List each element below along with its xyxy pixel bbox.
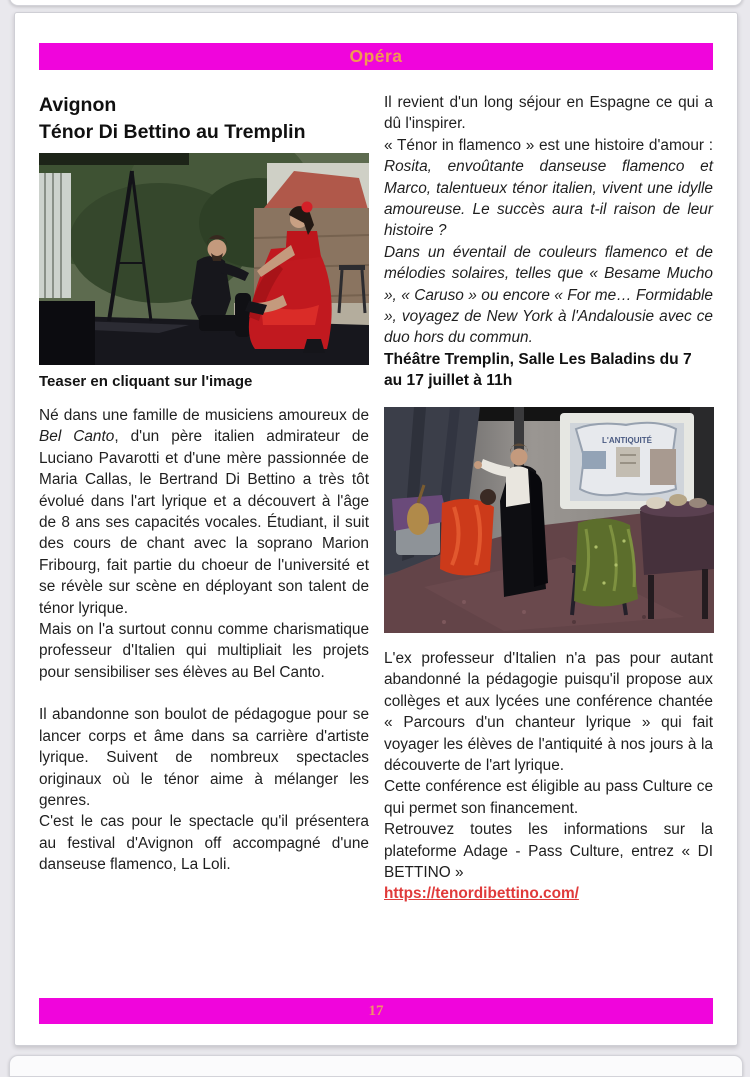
paragraph-show-story xyxy=(384,135,713,242)
photo-caption: Teaser en cliquant sur l'image xyxy=(39,373,253,390)
right-column xyxy=(384,92,713,903)
paragraph-festival: C'est le cas pour le spectacle qu'il présentera au festival d'Avignon off accompagné d'une danseuse flamenco, La Loli. xyxy=(39,813,369,874)
projection-screen xyxy=(560,413,694,509)
paragraph-professor: Mais on l'a surtout connu comme charismatique professeur d'Italien qui multipliait les projets pour sensibiliser ses élèves au Bel Canto. xyxy=(39,621,369,681)
article-title-line2: Ténor Di Bettino au Tremplin xyxy=(39,120,306,143)
teaser-stage-photo[interactable] xyxy=(39,153,369,365)
tenordibettino-link[interactable]: https://tenordibettino.com/ xyxy=(384,885,579,903)
chair-with-green-dress xyxy=(572,518,638,615)
paragraph-career: Il abandonne son boulot de pédagogue pour se lancer corps et âme dans sa carrière d'artiste lyrique. Suivent de nombreux spectacles originaux où le ténor aime à mélanger les genres. xyxy=(39,706,369,809)
paragraph-text: « Ténor in flamenco » est une histoire d'amour : xyxy=(384,136,713,154)
red-draped-figure xyxy=(440,489,496,576)
slide-title: L'ANTIQUITÉ xyxy=(602,435,652,445)
page-number: 17 xyxy=(368,1002,384,1019)
article-title xyxy=(39,92,369,145)
left-column xyxy=(39,92,369,903)
paragraph-text: , d'un père italien admirateur de Luciano Pavarotti et d'une mère passionnée de Maria Callas, le Bertrand Di Bettino a très tôt évolué dans l'art lyrique et a découvert à l'âge de 8 ans ses capacités vocales. Étudiant, il suit des cours de chant avec la soprano Marion Fribourg, fait partie du choeur de l'université et se révèle sur scène en déployant son talent de ténor lyrique. xyxy=(39,428,369,617)
magazine-page xyxy=(14,12,738,1046)
venue-info: Théâtre Tremplin, Salle Les Baladins du 7 au 17 juillet à 11h xyxy=(384,350,692,390)
article-title-line1: Avignon xyxy=(39,94,117,116)
article-columns xyxy=(39,92,713,903)
paragraph-text-italic: Bel Canto xyxy=(39,428,115,446)
conference-stage-photo xyxy=(384,407,714,633)
next-page-edge xyxy=(9,1055,743,1077)
section-title: Opéra xyxy=(349,46,403,66)
paragraph-text: Né dans une famille de musiciens amoureux de xyxy=(39,407,369,424)
conference-photo-wrap xyxy=(384,407,713,633)
paragraph-melodies: Dans un éventail de couleurs flamenco et de mélodies solaires, telles que « Besame Mucho », « Caruso » ou encore « For me… Formidable », voyagez de New York à l'Andalousie avec ce duo hors du commun. xyxy=(384,243,713,347)
previous-page-edge xyxy=(9,0,743,6)
paragraph-bio xyxy=(39,405,369,619)
paragraph-text-italic: Rosita, envoûtante danseuse flamenco et Marco, talentueux ténor italien, vivent une idylle amoureuse. Le succès aura t-il raison de leur histoire ? xyxy=(384,158,713,240)
paragraph-pedagogie: L'ex professeur d'Italien n'a pas pour autant abandonné la pédagogie puisqu'il propose aux collèges et aux lycées une conférence chantée « Parcours d'un chanteur lyrique » qui fait voyager les élèves de l'antiquité à nos jours à la découverte de l'art lyrique. xyxy=(384,649,713,774)
page-number-bar xyxy=(39,998,713,1024)
paragraph-espagne: Il revient d'un long séjour en Espagne ce qui a dû l'inspirer. xyxy=(384,94,713,133)
section-header-bar xyxy=(39,43,713,70)
paragraph-pass-culture: Cette conférence est éligible au pass Culture ce qui permet son financement. xyxy=(384,778,713,817)
paragraph-adage: Retrouvez toutes les informations sur la plateforme Adage - Pass Culture, entrez « DI BETTINO » xyxy=(384,821,713,881)
